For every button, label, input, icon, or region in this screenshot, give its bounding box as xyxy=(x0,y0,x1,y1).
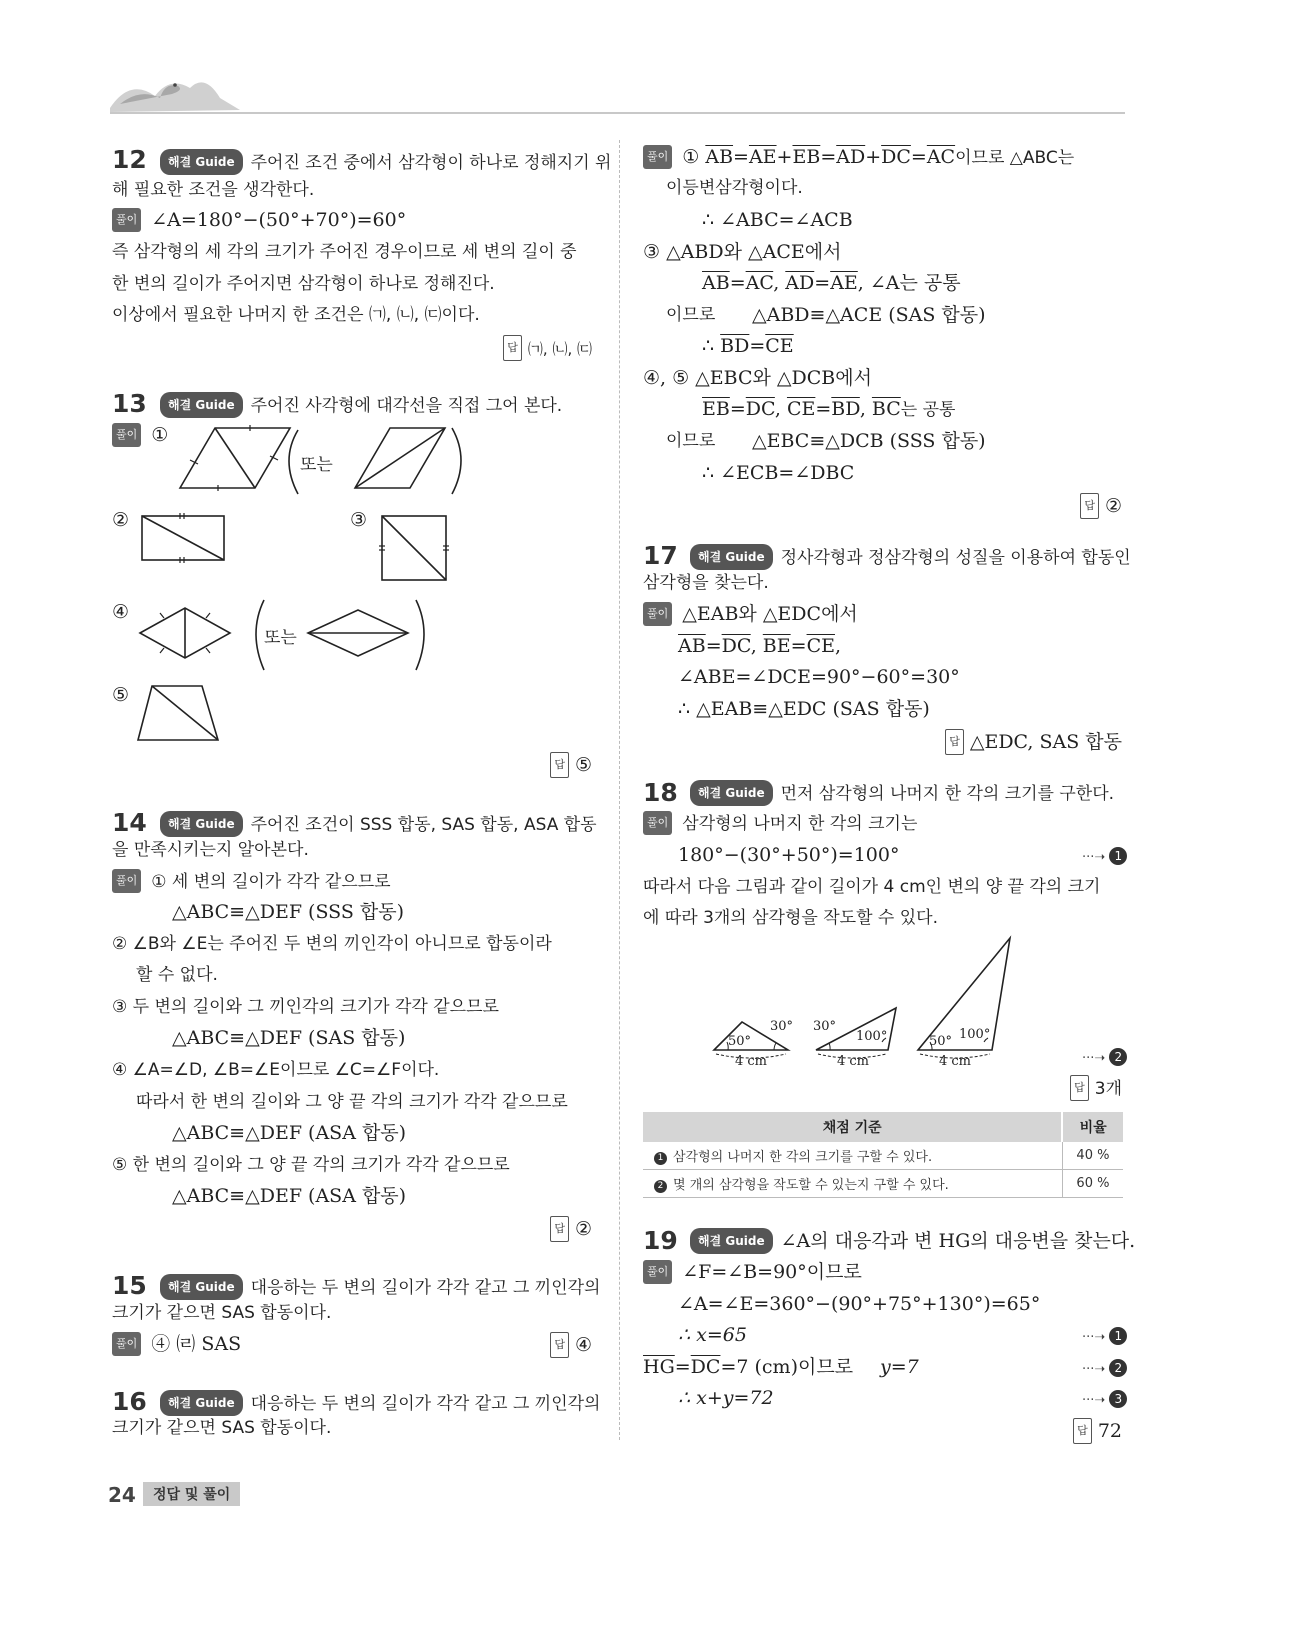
problem-number: 13 xyxy=(112,389,147,418)
text-line: 따라서 다음 그림과 같이 길이가 4 cm인 변의 양 끝 각의 크기 xyxy=(643,877,1101,897)
text-line: 한 변의 길이가 주어지면 삼각형이 하나로 정해진다. xyxy=(112,274,495,294)
text: ① xyxy=(682,146,706,168)
segment: $\overline{AE}$ xyxy=(748,146,777,168)
footer xyxy=(108,1482,240,1508)
text: = xyxy=(910,146,927,168)
answer-badge: 답 xyxy=(550,752,569,778)
text: = xyxy=(674,1356,691,1378)
text: , xyxy=(859,398,872,420)
answer-value: ② xyxy=(1104,495,1122,517)
text-line: △ABC≡△DEF (ASA 합동) xyxy=(172,1185,407,1207)
problem-number: 18 xyxy=(643,778,678,807)
text-line: 이상에서 필요한 나머지 한 조건은 ㈀, ㈁, ㈂이다. xyxy=(112,305,480,325)
answer-badge: 답 xyxy=(550,1216,569,1242)
problem-number: 19 xyxy=(643,1226,678,1255)
length-label: 4 cm xyxy=(837,1054,870,1069)
triangle-figures xyxy=(700,930,1030,1070)
segment: $\overline{AB}$ xyxy=(678,635,706,657)
problem-number: 14 xyxy=(112,808,147,837)
bracket-right xyxy=(452,428,461,494)
guide-badge: 해결 Guide xyxy=(160,1274,243,1300)
rate: 60 % xyxy=(1062,1170,1123,1198)
trapezoid xyxy=(138,686,218,740)
guide-text: 크기가 같으면 SAS 합동이다. xyxy=(112,1418,332,1438)
choice-number: ⑤ xyxy=(112,684,130,706)
segment: $\overline{EB}$ xyxy=(702,398,730,420)
guide-text: 주어진 조건이 SSS 합동, SAS 합동, ASA 합동 xyxy=(250,815,597,835)
angle-label: 50° xyxy=(929,1034,953,1049)
segment: $\overline{EB}$ xyxy=(792,146,821,168)
bracket-left xyxy=(256,600,264,670)
text: = xyxy=(814,272,831,294)
angle-label: 100° xyxy=(856,1029,888,1044)
segment: $\overline{CE}$ xyxy=(806,635,835,657)
answer-value: △EDC, SAS 합동 xyxy=(969,731,1122,753)
text-line: △ABC≡△DEF (ASA 합동) xyxy=(172,1122,407,1144)
text-line: ③ 두 변의 길이와 그 끼인각의 크기가 각각 같으므로 xyxy=(112,997,499,1017)
guide-badge: 해결 Guide xyxy=(160,392,243,418)
text-line: 이므로 xyxy=(666,431,716,451)
text: + xyxy=(776,146,793,168)
text: 는 공통 xyxy=(900,400,956,420)
guide-badge: 해결 Guide xyxy=(160,811,243,837)
guide-text: 정사각형과 정삼각형의 성질을 이용하여 합동인 xyxy=(780,548,1131,568)
guide-badge: 해결 Guide xyxy=(690,544,773,570)
criteria: 몇 개의 삼각형을 작도할 수 있는지 구할 수 있다. xyxy=(673,1178,949,1193)
choice-number: ② xyxy=(112,509,130,531)
table-row xyxy=(643,1170,1123,1198)
step-mark: 1 xyxy=(1109,1327,1127,1345)
text-line: ∴ ∠ECB=∠DBC xyxy=(702,462,855,484)
text: = xyxy=(733,146,749,168)
answer-badge: 답 xyxy=(1080,493,1099,519)
text: + xyxy=(865,146,882,168)
header-rule xyxy=(110,112,1125,114)
column-divider xyxy=(619,140,620,1440)
segment: $\overline{AC}$ xyxy=(745,272,774,294)
table-header: 비율 xyxy=(1062,1112,1123,1142)
segment: $\overline{CE}$ xyxy=(786,398,816,420)
guide-text: 삼각형을 찾는다. xyxy=(643,573,769,593)
text: , xyxy=(773,272,786,294)
criteria: 삼각형의 나머지 한 각의 크기를 구할 수 있다. xyxy=(673,1150,933,1165)
text-line: ∴ x+y=72 xyxy=(678,1387,774,1409)
guide-badge: 해결 Guide xyxy=(160,149,243,175)
text: , xyxy=(834,635,842,657)
text: = xyxy=(729,272,746,294)
text-line: △ABC≡△DEF (SAS 합동) xyxy=(172,1027,406,1049)
text-line: 에 따라 3개의 삼각형을 작도할 수 있다. xyxy=(643,908,938,928)
step-mark: 3 xyxy=(1109,1390,1127,1408)
seal-logo-icon xyxy=(110,68,240,118)
rate: 40 % xyxy=(1062,1142,1123,1170)
segment: $\overline{AD}$ xyxy=(836,146,866,168)
text: = xyxy=(729,398,746,420)
diagonal xyxy=(382,516,446,580)
text-line: y=7 xyxy=(880,1356,919,1378)
guide-text: 대응하는 두 변의 길이가 각각 같고 그 끼인각의 xyxy=(250,1394,601,1414)
text-line: 180°−(30°+50°)=100° xyxy=(678,844,900,866)
choice-number: ④ xyxy=(112,601,130,623)
step-mark: 2 xyxy=(1109,1048,1127,1066)
text-line: ② ∠B와 ∠E는 주어진 두 변의 끼인각이 아니므로 합동이라 xyxy=(112,934,552,954)
guide-text: 크기가 같으면 SAS 합동이다. xyxy=(112,1303,332,1323)
choice-number: ③ xyxy=(350,509,368,531)
step-mark: 1 xyxy=(1109,847,1127,865)
arrow-icon: ···➝ xyxy=(1082,1051,1106,1066)
text: = xyxy=(815,398,832,420)
segment: $\overline{BD}$ xyxy=(720,335,750,357)
text-line: ∴ ∠ABC=∠ACB xyxy=(702,209,853,231)
solution-badge: 풀이 xyxy=(112,423,141,447)
diagonal xyxy=(355,428,445,488)
guide-text: 주어진 조건 중에서 삼각형이 하나로 정해지기 위 xyxy=(250,153,612,173)
angle-label: 50° xyxy=(728,1034,752,1049)
angle-label: 30° xyxy=(770,1019,794,1034)
or-text: 또는 xyxy=(264,628,297,648)
angle-label: 100° xyxy=(959,1027,991,1042)
segment: $\overline{DC}$ xyxy=(881,146,911,168)
answer-badge: 답 xyxy=(503,335,522,361)
text-line: 이므로 xyxy=(666,305,716,325)
length-label: 4 cm xyxy=(735,1054,768,1069)
text-line: ① 세 변의 길이가 각각 같으므로 xyxy=(151,872,391,892)
text: = xyxy=(705,635,722,657)
answer-value: ⑤ xyxy=(574,754,592,776)
text-line: ∴ △EAB≡△EDC (SAS 합동) xyxy=(678,698,930,720)
text-line: ④, ⑤ △EBC와 △DCB에서 xyxy=(643,367,872,389)
guide-text: 해 필요한 조건을 생각한다. xyxy=(112,180,315,200)
segment: $\overline{DC}$ xyxy=(721,635,751,657)
text: ∴ xyxy=(702,335,721,357)
text-line: △EBC≡△DCB (SSS 합동) xyxy=(752,430,986,452)
answer-value: ㈀, ㈁, ㈂ xyxy=(527,340,592,358)
solution-badge: 풀이 xyxy=(112,208,141,232)
guide-badge: 해결 Guide xyxy=(690,1228,773,1254)
solution-badge: 풀이 xyxy=(643,1260,672,1284)
equation: ∠A=180°−(50°+70°)=60° xyxy=(151,209,407,231)
step-mark: 2 xyxy=(1109,1359,1127,1377)
text-line: ③ △ABD와 △ACE에서 xyxy=(643,241,842,263)
text: , ∠A는 공통 xyxy=(857,272,961,294)
answer-value: ② xyxy=(574,1218,592,1240)
quadrilateral-figures xyxy=(130,420,470,750)
guide-text: 먼저 삼각형의 나머지 한 각의 크기를 구한다. xyxy=(780,784,1115,804)
text-line: 따라서 한 변의 길이와 그 양 끝 각의 크기가 각각 같으므로 xyxy=(136,1092,568,1112)
solution-badge: 풀이 xyxy=(643,602,672,626)
angle-label: 30° xyxy=(813,1019,837,1034)
or-text: 또는 xyxy=(300,455,333,475)
solution-badge: 풀이 xyxy=(112,869,141,893)
text-line: △EAB와 △EDC에서 xyxy=(682,603,858,625)
length-label: 4 cm xyxy=(939,1054,972,1069)
answer-badge: 답 xyxy=(1070,1075,1089,1101)
text-line: ∠F=∠B=90°이므로 xyxy=(682,1261,862,1283)
step-mark: 1 xyxy=(654,1152,667,1165)
arrow-icon: ···➝ xyxy=(1082,1362,1106,1377)
problem-number: 15 xyxy=(112,1271,147,1300)
text: = xyxy=(790,635,807,657)
segment: $\overline{AB}$ xyxy=(705,146,734,168)
arrow-icon: ···➝ xyxy=(1082,850,1106,865)
page-number: 24 xyxy=(108,1483,136,1507)
text: = xyxy=(820,146,837,168)
text-line: ∴ x=65 xyxy=(678,1324,747,1346)
segment: $\overline{AC}$ xyxy=(926,146,956,168)
guide-text: 을 만족시키는지 알아본다. xyxy=(112,840,309,860)
table-row xyxy=(643,1142,1123,1170)
segment: $\overline{BC}$ xyxy=(871,398,901,420)
segment: $\overline{CE}$ xyxy=(765,335,794,357)
text: 이므로 △ABC는 xyxy=(955,148,1075,168)
arrow-icon: ···➝ xyxy=(1082,1330,1106,1345)
step-mark: 2 xyxy=(654,1180,667,1193)
diagonal xyxy=(215,428,255,488)
text-line: 즉 삼각형의 세 각의 크기가 주어진 경우이므로 세 변의 길이 중 xyxy=(112,242,577,262)
text-line: △ABD≡△ACE (SAS 합동) xyxy=(752,304,986,326)
scoring-table xyxy=(643,1112,1123,1198)
table-header: 채점 기준 xyxy=(643,1112,1062,1142)
text-line: ∠ABE=∠DCE=90°−60°=30° xyxy=(678,666,960,688)
diagonal xyxy=(142,516,224,560)
problem-number: 17 xyxy=(643,541,678,570)
text: =7 (cm)이므로 xyxy=(720,1356,854,1378)
answer-badge: 답 xyxy=(1073,1418,1092,1444)
solution-badge: 풀이 xyxy=(112,1332,141,1356)
segment: $\overline{AE}$ xyxy=(830,272,858,294)
text: , xyxy=(750,635,763,657)
diagonal xyxy=(152,686,218,740)
segment: $\overline{BE}$ xyxy=(762,635,791,657)
guide-text: ∠A의 대응각과 변 HG의 대응변을 찾는다. xyxy=(780,1230,1136,1252)
text-line: 삼각형의 나머지 한 각의 크기는 xyxy=(682,814,918,834)
guide-badge: 해결 Guide xyxy=(690,780,773,806)
text-line: ∠A=∠E=360°−(90°+75°+130°)=65° xyxy=(678,1293,1041,1315)
guide-text: 대응하는 두 변의 길이가 각각 같고 그 끼인각의 xyxy=(250,1278,601,1298)
segment: $\overline{AD}$ xyxy=(785,272,815,294)
problem-number: 16 xyxy=(112,1387,147,1416)
guide-badge: 해결 Guide xyxy=(160,1390,243,1416)
header xyxy=(110,68,1125,118)
text: , xyxy=(774,398,787,420)
segment: $\overline{DC}$ xyxy=(745,398,775,420)
problem-number: 12 xyxy=(112,145,147,174)
bracket-right xyxy=(416,600,424,670)
bracket-left xyxy=(289,430,298,494)
answer-value: 3개 xyxy=(1094,1079,1122,1099)
solution-badge: 풀이 xyxy=(643,145,672,169)
solution-text: ④ ㈃ SAS xyxy=(151,1333,242,1355)
arrow-icon: ···➝ xyxy=(1082,1393,1106,1408)
choice-number: ① xyxy=(151,424,169,446)
answer-badge: 답 xyxy=(550,1332,569,1358)
text-line: 이등변삼각형이다. xyxy=(666,178,803,198)
text-line: ④ ∠A=∠D, ∠B=∠E이므로 ∠C=∠F이다. xyxy=(112,1060,440,1080)
segment: $\overline{HG}$ xyxy=(643,1356,675,1378)
segment: $\overline{DC}$ xyxy=(690,1356,721,1378)
text-line: △ABC≡△DEF (SSS 합동) xyxy=(172,901,404,923)
answer-value: ④ xyxy=(574,1334,592,1356)
answer-badge: 답 xyxy=(945,729,964,755)
guide-text: 주어진 사각형에 대각선을 직접 그어 본다. xyxy=(250,396,563,416)
text: = xyxy=(749,335,766,357)
answer-value: 72 xyxy=(1097,1420,1122,1442)
segment: $\overline{AB}$ xyxy=(702,272,730,294)
solution-badge: 풀이 xyxy=(643,811,672,835)
text-line: ⑤ 한 변의 길이와 그 양 끝 각의 크기가 각각 같으므로 xyxy=(112,1155,510,1175)
footer-title: 정답 및 풀이 xyxy=(143,1482,240,1506)
segment: $\overline{BD}$ xyxy=(831,398,860,420)
text-line: 할 수 없다. xyxy=(136,965,218,985)
